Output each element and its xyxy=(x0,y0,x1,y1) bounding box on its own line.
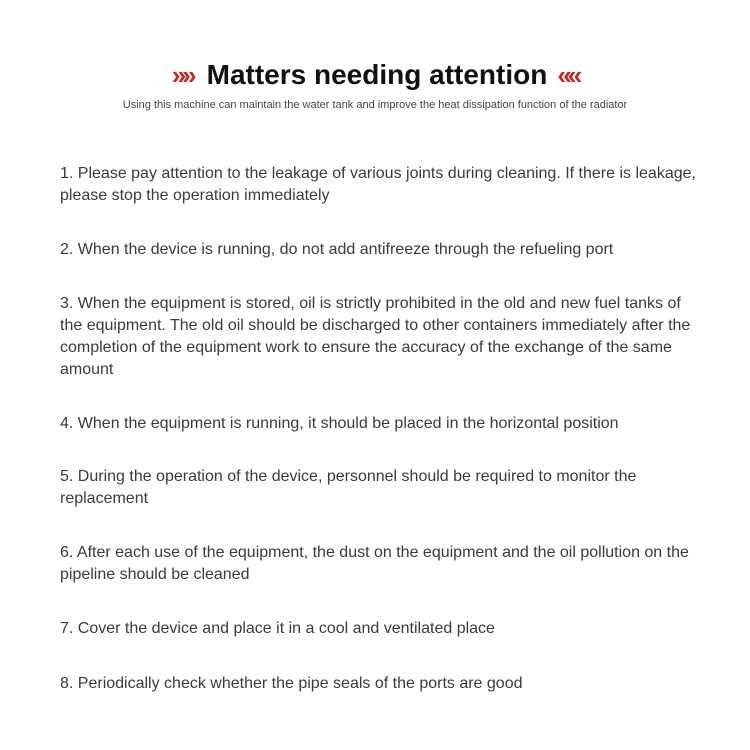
page-title: Matters needing attention xyxy=(206,59,548,90)
page-subtitle: Using this machine can maintain the water tank and improve the heat dissipation function of the radiator xyxy=(122,99,628,111)
note-item-2: 2. When the device is running, do not add antifreeze through the refueling port xyxy=(60,241,614,258)
note-item-1: 1. Please pay attention to the leakage of various joints during cleaning. If there is leakage, please stop the operation immediately xyxy=(60,165,696,204)
note-item-8: 8. Periodically check whether the pipe seals of the ports are good xyxy=(60,675,523,692)
note-item-6: 6. After each use of the equipment, the dust on the equipment and the oil pollution on the pipeline should be cleaned xyxy=(60,544,689,583)
note-item-3: 3. When the equipment is stored, oil is strictly prohibited in the old and new fuel tanks of the equipment. The old oil should be discharged to other containers immediately after the completion of the equipment work to ensure the accuracy of the exchange of the same amount xyxy=(60,295,691,378)
title-row xyxy=(0,56,750,94)
double-chevron-right-icon: »» xyxy=(171,60,193,90)
note-item-4: 4. When the equipment is running, it should be placed in the horizontal position xyxy=(60,415,619,432)
header xyxy=(0,56,750,111)
note-item-5: 5. During the operation of the device, personnel should be required to monitor the replacement xyxy=(60,468,637,507)
note-item-7: 7. Cover the device and place it in a cool and ventilated place xyxy=(60,620,495,637)
double-chevron-left-icon: «« xyxy=(557,60,579,90)
